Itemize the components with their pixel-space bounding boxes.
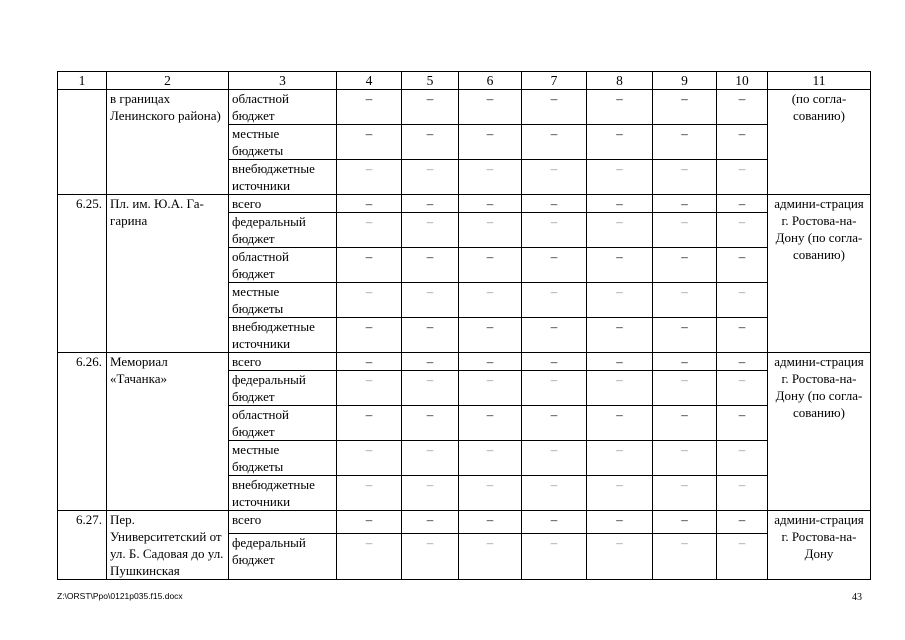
- value-cell: –: [337, 160, 402, 195]
- value-cell: –: [402, 441, 459, 476]
- value-cell: –: [337, 283, 402, 318]
- funding-source: местные бюджеты: [229, 283, 337, 318]
- item-name: в границах Ленинского района): [107, 90, 229, 195]
- value-cell: –: [587, 534, 653, 580]
- value-cell: –: [337, 353, 402, 371]
- value-cell: –: [337, 318, 402, 353]
- value-cell: –: [653, 213, 717, 248]
- value-cell: –: [653, 90, 717, 125]
- value-cell: –: [717, 160, 768, 195]
- value-cell: –: [337, 125, 402, 160]
- funding-source: внебюджетные источники: [229, 160, 337, 195]
- responsible-party: админи-страция г. Ростова-на-Дону: [768, 511, 871, 580]
- value-cell: –: [717, 248, 768, 283]
- value-cell: –: [717, 476, 768, 511]
- page-number: 43: [852, 592, 862, 603]
- value-cell: –: [402, 90, 459, 125]
- value-cell: –: [522, 476, 587, 511]
- value-cell: –: [402, 160, 459, 195]
- table-body: [58, 90, 871, 580]
- funding-source: всего: [229, 353, 337, 371]
- funding-source: внебюджетные источники: [229, 318, 337, 353]
- value-cell: –: [459, 125, 522, 160]
- value-cell: –: [653, 406, 717, 441]
- item-number: [58, 90, 107, 195]
- funding-source: всего: [229, 511, 337, 534]
- value-cell: –: [587, 213, 653, 248]
- value-cell: –: [402, 353, 459, 371]
- value-cell: –: [717, 283, 768, 318]
- value-cell: –: [587, 441, 653, 476]
- value-cell: –: [522, 283, 587, 318]
- header-cell: 5: [402, 72, 459, 90]
- value-cell: –: [522, 248, 587, 283]
- value-cell: –: [459, 441, 522, 476]
- value-cell: –: [522, 90, 587, 125]
- table-row: [58, 90, 871, 125]
- value-cell: –: [587, 371, 653, 406]
- value-cell: –: [459, 371, 522, 406]
- value-cell: –: [337, 441, 402, 476]
- funding-source: внебюджетные источники: [229, 476, 337, 511]
- item-number: 6.26.: [58, 353, 107, 511]
- value-cell: –: [717, 90, 768, 125]
- budget-table: [57, 71, 871, 580]
- value-cell: –: [717, 441, 768, 476]
- value-cell: –: [587, 248, 653, 283]
- value-cell: –: [337, 406, 402, 441]
- value-cell: –: [717, 195, 768, 213]
- value-cell: –: [717, 125, 768, 160]
- value-cell: –: [587, 195, 653, 213]
- value-cell: –: [587, 90, 653, 125]
- value-cell: –: [337, 248, 402, 283]
- table-row: [58, 195, 871, 213]
- value-cell: –: [402, 195, 459, 213]
- value-cell: –: [337, 90, 402, 125]
- value-cell: –: [402, 534, 459, 580]
- item-name: Пл. им. Ю.А. Га-гарина: [107, 195, 229, 353]
- value-cell: –: [653, 283, 717, 318]
- header-cell: 1: [58, 72, 107, 90]
- value-cell: –: [522, 353, 587, 371]
- value-cell: –: [402, 406, 459, 441]
- value-cell: –: [653, 534, 717, 580]
- value-cell: –: [402, 511, 459, 534]
- value-cell: –: [653, 511, 717, 534]
- header-cell: 10: [717, 72, 768, 90]
- header-cell: 7: [522, 72, 587, 90]
- header-cell: 2: [107, 72, 229, 90]
- value-cell: –: [459, 318, 522, 353]
- funding-source: областной бюджет: [229, 406, 337, 441]
- value-cell: –: [587, 406, 653, 441]
- value-cell: –: [653, 353, 717, 371]
- item-name: Мемориал «Тачанка»: [107, 353, 229, 511]
- value-cell: –: [337, 511, 402, 534]
- value-cell: –: [337, 534, 402, 580]
- value-cell: –: [587, 283, 653, 318]
- value-cell: –: [522, 441, 587, 476]
- header-cell: 4: [337, 72, 402, 90]
- value-cell: –: [653, 318, 717, 353]
- value-cell: –: [522, 318, 587, 353]
- value-cell: –: [717, 353, 768, 371]
- value-cell: –: [402, 248, 459, 283]
- responsible-party: (по согла-сованию): [768, 90, 871, 195]
- header-row: [58, 72, 871, 90]
- value-cell: –: [522, 213, 587, 248]
- value-cell: –: [587, 125, 653, 160]
- value-cell: –: [717, 318, 768, 353]
- funding-source: федеральный бюджет: [229, 371, 337, 406]
- value-cell: –: [587, 511, 653, 534]
- value-cell: –: [459, 534, 522, 580]
- value-cell: –: [402, 476, 459, 511]
- value-cell: –: [522, 406, 587, 441]
- item-name: Пер. Университетский от ул. Б. Садовая до ул. Пушкинская: [107, 511, 229, 580]
- item-number: 6.27.: [58, 511, 107, 580]
- footer-file-path: Z:\ORST\Ppo\0121p035.f15.docx: [57, 591, 183, 601]
- value-cell: –: [337, 213, 402, 248]
- header-cell: 11: [768, 72, 871, 90]
- value-cell: –: [587, 476, 653, 511]
- value-cell: –: [459, 195, 522, 213]
- value-cell: –: [459, 406, 522, 441]
- value-cell: –: [522, 195, 587, 213]
- value-cell: –: [587, 160, 653, 195]
- value-cell: –: [717, 511, 768, 534]
- item-number: 6.25.: [58, 195, 107, 353]
- funding-source: федеральный бюджет: [229, 213, 337, 248]
- value-cell: –: [402, 283, 459, 318]
- value-cell: –: [459, 283, 522, 318]
- value-cell: –: [653, 160, 717, 195]
- value-cell: –: [522, 371, 587, 406]
- value-cell: –: [653, 476, 717, 511]
- value-cell: –: [522, 125, 587, 160]
- table-row: [58, 353, 871, 371]
- header-cell: 3: [229, 72, 337, 90]
- value-cell: –: [522, 160, 587, 195]
- value-cell: –: [459, 90, 522, 125]
- value-cell: –: [402, 318, 459, 353]
- value-cell: –: [402, 371, 459, 406]
- responsible-party: админи-страция г. Ростова-на-Дону (по согла-сованию): [768, 353, 871, 511]
- funding-source: местные бюджеты: [229, 441, 337, 476]
- value-cell: –: [653, 195, 717, 213]
- value-cell: –: [522, 534, 587, 580]
- value-cell: –: [653, 125, 717, 160]
- value-cell: –: [459, 476, 522, 511]
- header-cell: 6: [459, 72, 522, 90]
- value-cell: –: [522, 511, 587, 534]
- funding-source: федеральный бюджет: [229, 534, 337, 580]
- value-cell: –: [337, 195, 402, 213]
- value-cell: –: [717, 406, 768, 441]
- value-cell: –: [717, 534, 768, 580]
- value-cell: –: [337, 476, 402, 511]
- funding-source: областной бюджет: [229, 248, 337, 283]
- value-cell: –: [717, 371, 768, 406]
- header-cell: 8: [587, 72, 653, 90]
- value-cell: –: [402, 213, 459, 248]
- value-cell: –: [653, 371, 717, 406]
- value-cell: –: [402, 125, 459, 160]
- value-cell: –: [587, 353, 653, 371]
- responsible-party: админи-страция г. Ростова-на-Дону (по согла-сованию): [768, 195, 871, 353]
- header-cell: 9: [653, 72, 717, 90]
- funding-source: всего: [229, 195, 337, 213]
- value-cell: –: [459, 160, 522, 195]
- value-cell: –: [459, 353, 522, 371]
- funding-source: местные бюджеты: [229, 125, 337, 160]
- table-row: [58, 511, 871, 534]
- value-cell: –: [587, 318, 653, 353]
- value-cell: –: [653, 248, 717, 283]
- value-cell: –: [459, 213, 522, 248]
- funding-source: областной бюджет: [229, 90, 337, 125]
- value-cell: –: [459, 511, 522, 534]
- value-cell: –: [337, 371, 402, 406]
- value-cell: –: [459, 248, 522, 283]
- value-cell: –: [653, 441, 717, 476]
- value-cell: –: [717, 213, 768, 248]
